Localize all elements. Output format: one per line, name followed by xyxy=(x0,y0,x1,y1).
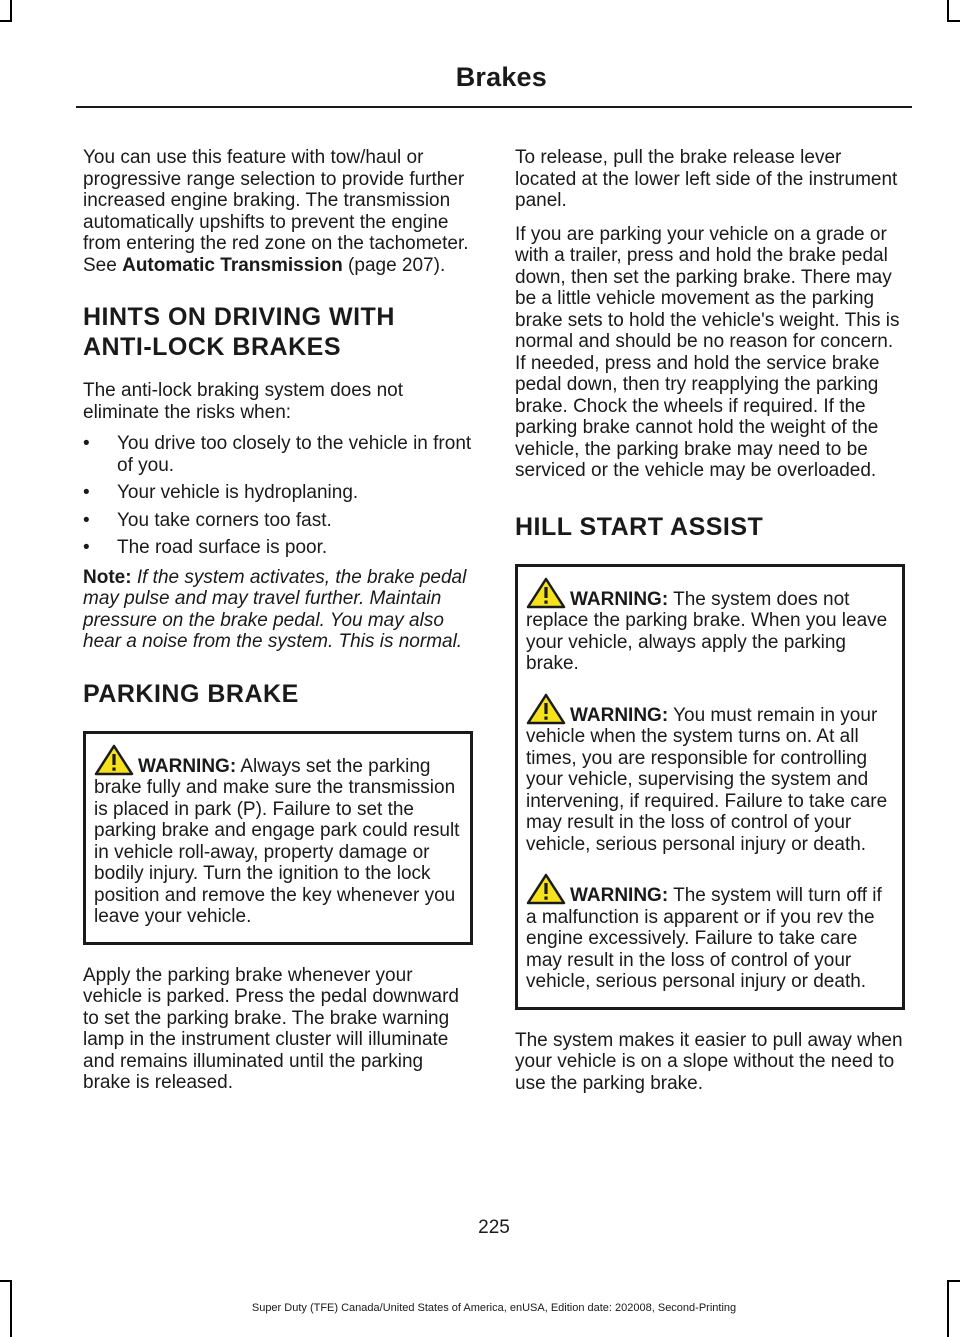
hsa-body: The system makes it easier to pull away when your vehicle is on a slope without the need to use the parking brake. xyxy=(515,1029,903,1094)
automatic-transmission-link[interactable]: Automatic Transmission xyxy=(122,254,343,276)
bullet: • xyxy=(83,537,90,558)
abs-heading-line1: HINTS ON DRIVING WITH xyxy=(83,303,395,331)
parking-body: Apply the parking brake whenever your vehicle is parked. Press the pedal downward to set the parking brake. The brake warning lamp in the instrument cluster will illuminate and remains illuminated until the parking brake is released. xyxy=(83,964,459,1093)
bullet: • xyxy=(83,433,90,454)
list-item: • You take corners too fast. xyxy=(83,509,332,531)
crop-mark-top-left-v xyxy=(10,0,12,22)
parking-warning xyxy=(94,744,462,928)
crop-mark-top-right-v xyxy=(947,0,949,22)
list-item: • You drive too closely to the vehicle in front of you. xyxy=(83,433,472,476)
header-rule xyxy=(76,106,912,108)
hsa-warning-2 xyxy=(526,693,894,856)
release-paragraph: To release, pull the brake release lever located at the lower left side of the instrument panel. xyxy=(515,147,898,211)
note-label: Note: xyxy=(83,566,132,588)
warning-triangle-icon xyxy=(526,693,566,725)
right-column xyxy=(515,147,907,1106)
warning-triangle-icon xyxy=(94,744,134,776)
parking-warning-box xyxy=(83,731,473,945)
warning-label: WARNING: xyxy=(570,588,669,610)
hsa-warning-1 xyxy=(526,577,894,675)
warning-text: The system will turn off if a malfunction is apparent or if you rev the engine excessively. Failure to take care may result in the loss of control of your vehicle, serious personal injury or death. xyxy=(526,885,882,992)
hsa-warning-box xyxy=(515,564,905,1010)
warning-label: WARNING: xyxy=(570,885,669,906)
list-item: • Your vehicle is hydroplaning. xyxy=(83,482,359,503)
parking-brake-heading: PARKING BRAKE xyxy=(83,679,299,708)
crop-mark-bottom-left-h xyxy=(0,1280,12,1282)
note-paragraph xyxy=(83,567,475,653)
warning-triangle-icon xyxy=(526,577,566,609)
crop-mark-top-left-h xyxy=(0,20,12,22)
hill-start-assist-heading: HILL START ASSIST xyxy=(515,512,764,541)
warning-label: WARNING: xyxy=(570,704,669,726)
warning-text: You must remain in your vehicle when the system turns on. At all times, you are responsible for controlling your vehicle, supervising the system and intervening, if required. Failure to take care may result in the loss of control of your vehicle, serious personal injury or death. xyxy=(526,704,888,855)
note-text: If the system activates, the brake pedal may pulse and may travel further. Maintain pressure on the brake pedal. You may also hear a noise from the system. This is normal. xyxy=(83,566,467,652)
bullet: • xyxy=(83,509,90,531)
hsa-warning-3 xyxy=(526,873,894,993)
list-item: • The road surface is poor. xyxy=(83,537,328,558)
left-column xyxy=(83,147,475,1106)
abs-heading-line2: ANTI-LOCK BRAKES xyxy=(83,333,341,361)
footer-edition: Super Duty (TFE) Canada/United States of America, enUSA, Edition date: 202008, Second-Printing xyxy=(251,1302,737,1314)
abs-heading xyxy=(83,302,475,362)
bullet: • xyxy=(83,482,90,503)
warning-text: The system does not replace the parking brake. When you leave your vehicle, always apply the parking brake. xyxy=(526,588,888,674)
page-number: 225 xyxy=(478,1217,510,1238)
intro-text: You can use this feature with tow/haul or progressive range selection to provide further increased engine braking. The transmission automatically upshifts to prevent the engine from entering the red zone on the tachometer. See xyxy=(83,147,469,276)
abs-risk-list xyxy=(83,433,475,559)
warning-text: Always set the parking brake fully and make sure the transmission is placed in park (P). Failure to set the parking brake and engage park could result in vehicle roll-away, property damage or bodily injury. Turn the ignition to the lock position and remove the key whenever you leave your vehicle. xyxy=(94,755,460,927)
crop-mark-bottom-right-h xyxy=(947,1280,960,1282)
crop-mark-top-right-h xyxy=(947,20,960,22)
grade-paragraph: If you are parking your vehicle on a grade or with a trailer, press and hold the brake pedal down, then set the parking brake. There may be a little vehicle movement as the parking brake sets to hold the vehicle's weight. This is normal and should be no reason for concern. If needed, press and hold the service brake pedal down, then try reapplying the parking brake. Chock the wheels if required. If the parking brake cannot hold the weight of the vehicle, the parking brake may need to be serviced or the vehicle may be overloaded. xyxy=(515,223,900,481)
intro-page-ref: (page 207). xyxy=(342,254,446,276)
warning-triangle-icon xyxy=(526,873,566,905)
warning-label: WARNING: xyxy=(138,755,237,777)
abs-intro: The anti-lock braking system does not eliminate the risks when: xyxy=(83,380,403,423)
page-title: Brakes xyxy=(455,62,547,92)
intro-paragraph xyxy=(83,147,475,276)
